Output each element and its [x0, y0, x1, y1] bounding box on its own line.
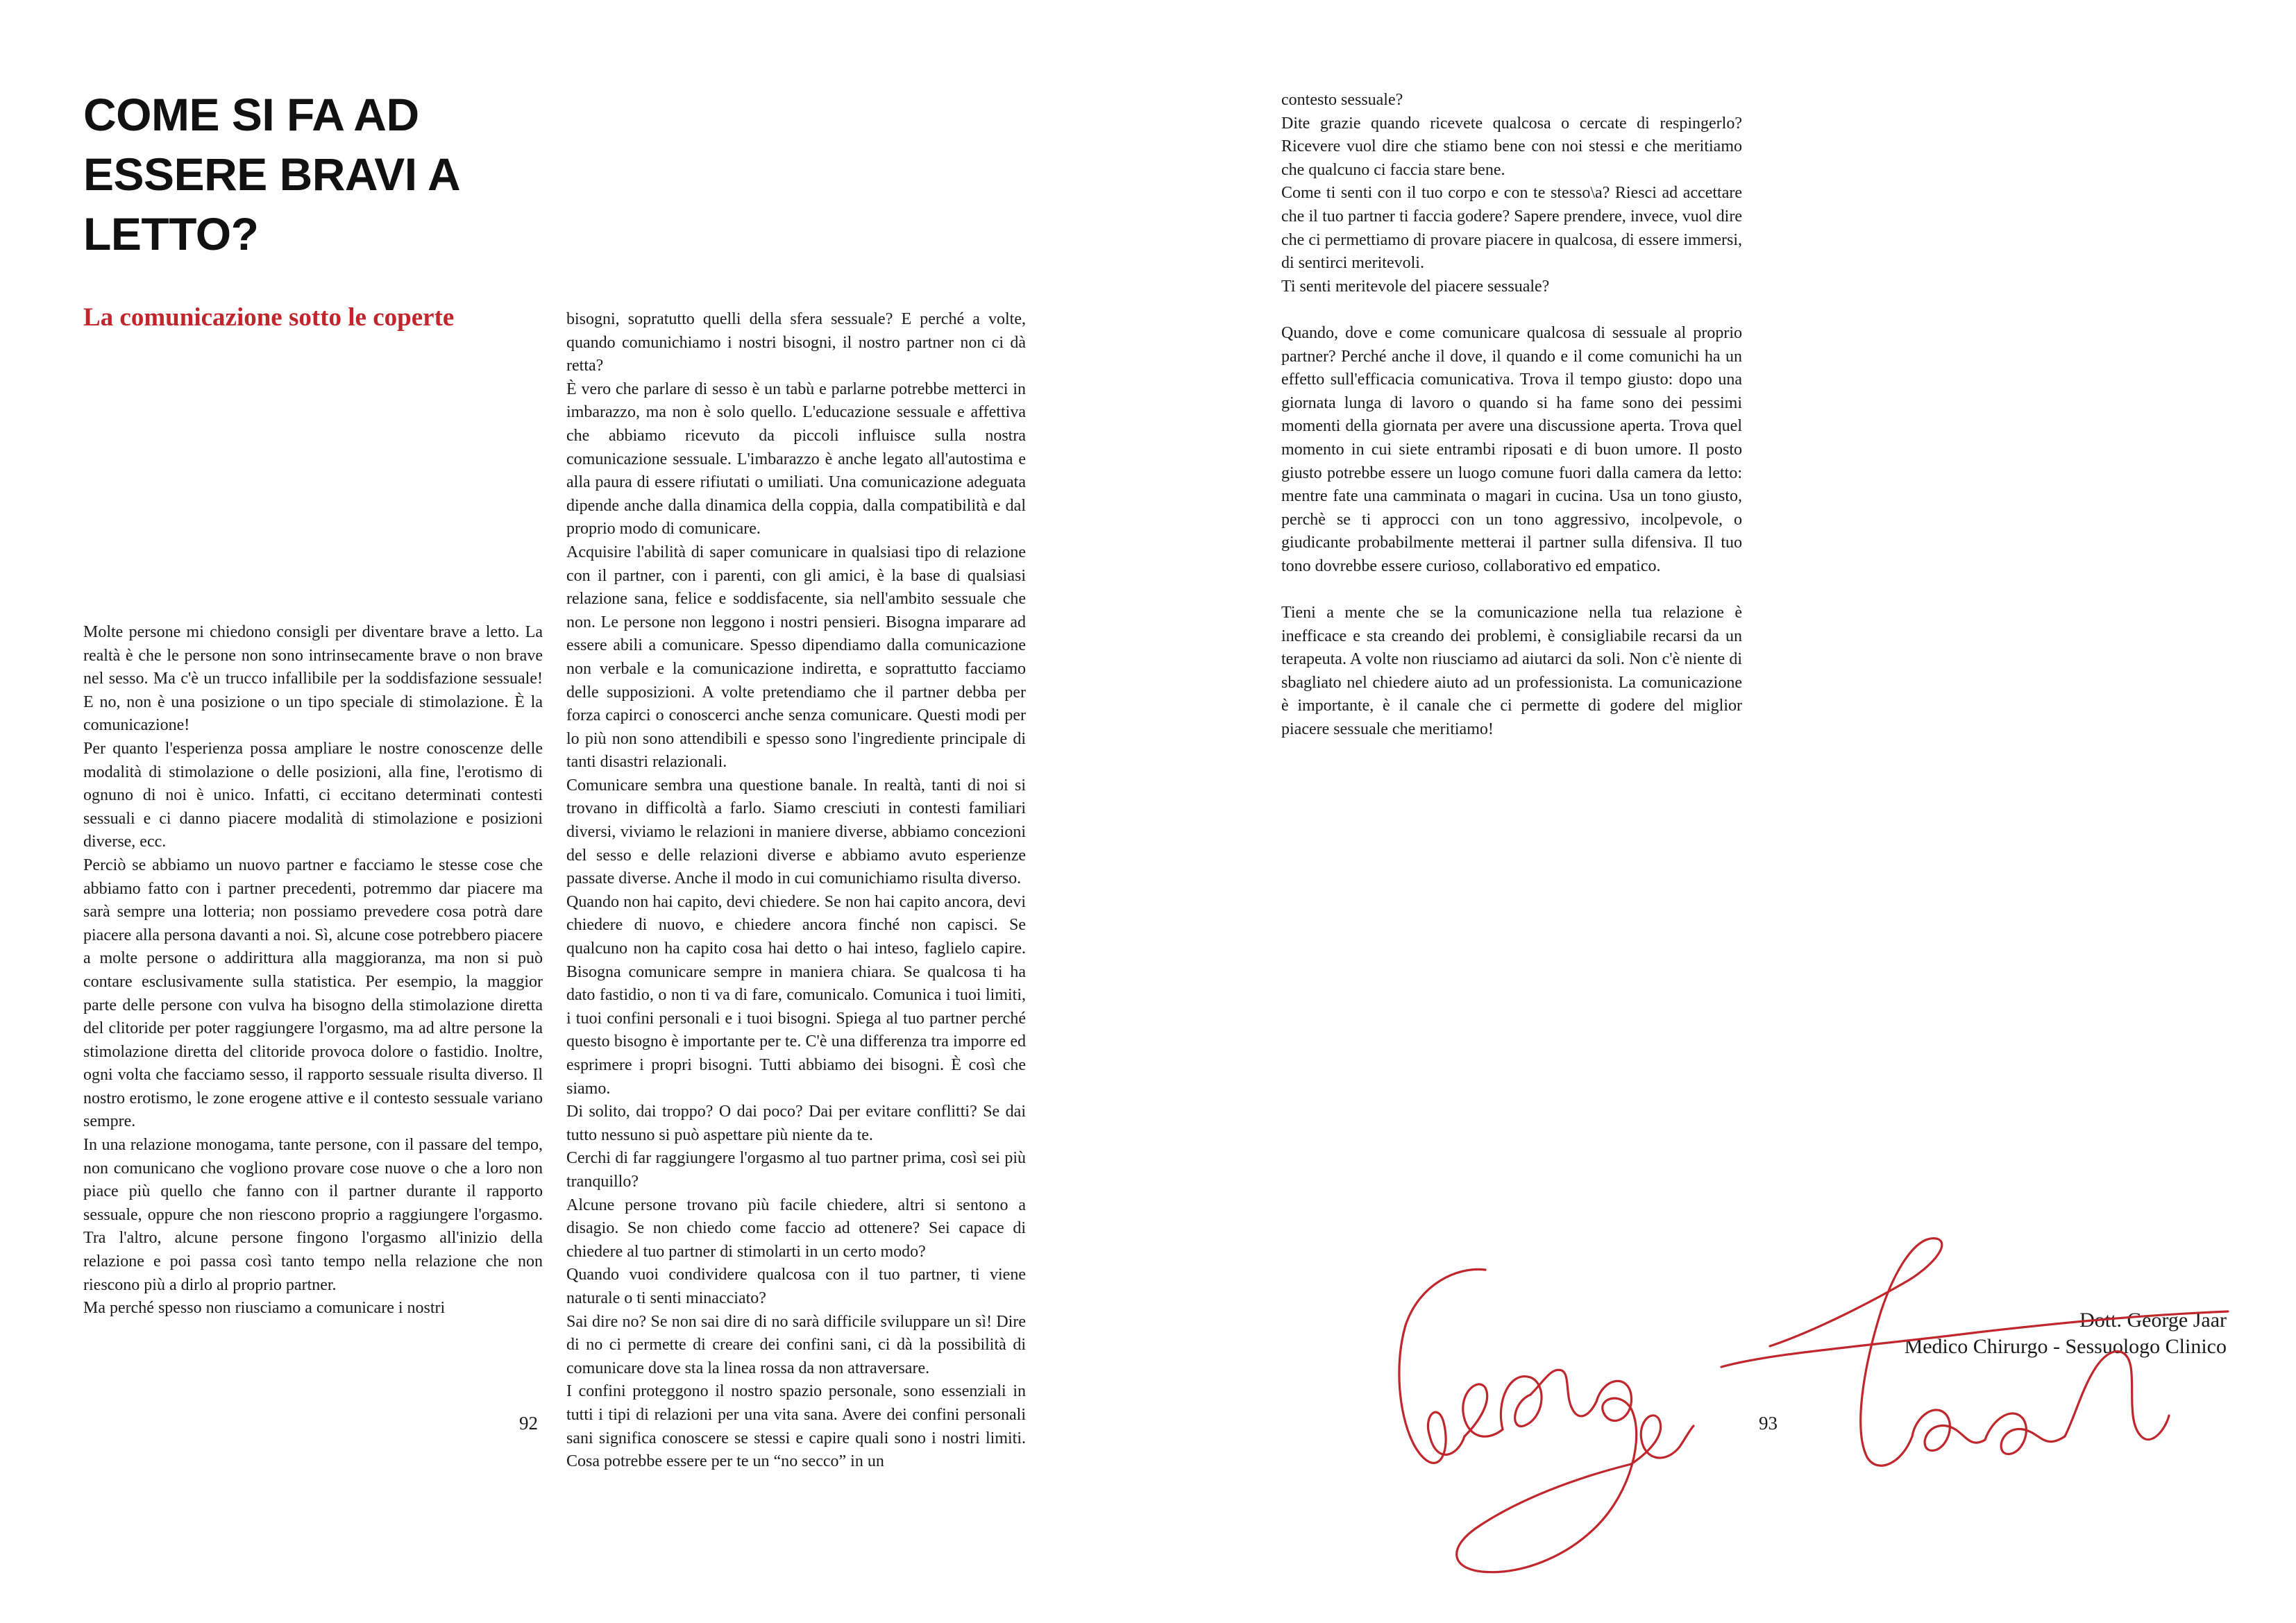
- body-paragraph: Dite grazie quando ricevete qualcosa o cercate di respingerlo? Ricevere vuol dire che stiamo bene con noi stessi e che meritiamo che qualcuno ci faccia stare bene.: [1281, 114, 1742, 179]
- body-paragraph: Per quanto l'esperienza possa ampliare le nostre conoscenze delle modalità di stimolazione o delle posizioni, alla fine, l'erotismo di ognuno di noi è unico. Infatti, ci eccitano determinati contesti sessuali e ci danno piacere modalità di stimolazione e posizioni diverse, ecc.: [83, 739, 543, 851]
- signature-stroke-o: [1501, 1377, 1542, 1429]
- body-paragraph: Comunicare sembra una questione banale. In realtà, tanti di noi si trovano in difficoltà a farlo. Siamo cresciuti in contesti familiari diversi, viviamo le relazioni in maniere diverse, abbiamo concezioni del sesso e delle relazioni diverse e abbiamo avuto esperienze passate diverse. Anche il modo in cui comunichiamo risulta diverso.: [566, 776, 1026, 888]
- body-paragraph: Quando, dove e come comunicare qualcosa di sessuale al proprio partner? Perché anche il dove, il quando e il come comunichi ha un effetto sull'efficacia comunicativa. Trova il tempo giusto: dopo una giornata lunga di lavoro o quando si ha fame sono dei pessimi momenti della giornata per avere una discussione aperta. Trova quel momento in cui siete entrambi riposati e di buon umore. Il posto giusto potrebbe essere un luogo comune fuori dalla camera da letto: mentre fate una camminata o magari in cucina. Usa un tono giusto, perchè se ti approcci con un tono aggressivo, incolpevole, o giudicante probabilmente metterai il partner sulla difensiva. Il tuo tono dovrebbe essere curioso, collaborativo ed empatico.: [1281, 323, 1742, 575]
- author-credit: [1905, 1307, 2227, 1360]
- body-paragraph: Acquisire l'abilità di saper comunicare in qualsiasi tipo di relazione con il partner, con i parenti, con gli amici, è la base di qualsiasi relazione sana, felice e soddisfacente, sia nell'ambito sessuale che non. Le persone non leggono i nostri pensieri. Bisogna imparare ad essere abili a comunicare. Spesso dipendiamo dalla comunicazione non verbale e la comunicazione indiretta, e soprattutto facciamo delle supposizioni. A volte pretendiamo che il partner debba per forza capirci o conoscerci anche senza comunicare. Questi modi per lo più non sono attendibili e spesso sono l'ingrediente principale di tanti disastri relazionali.: [566, 543, 1026, 772]
- author-role: Medico Chirurgo - Sessuologo Clinico: [1904, 1335, 2227, 1358]
- signature-stroke-a2: [1985, 1413, 2065, 1454]
- signature-stroke-a: [1912, 1410, 1985, 1451]
- body-paragraph: I confini proteggono il nostro spazio personale, sono essenziali in tutti i tipi di relazioni per una vita sana. Avere dei confini personali sani significa conoscere se stessi e capire quali sono i nostri limiti. Cosa potrebbe essere per te un “no secco” in un: [566, 1382, 1026, 1471]
- page-number-left: 92: [519, 1413, 538, 1434]
- signature-stroke-e: [1463, 1384, 1503, 1436]
- body-paragraph: È vero che parlare di sesso è un tabù e parlarne potrebbe metterci in imbarazzo, ma non è solo quello. L'educazione sessuale e affettiva che abbiamo ricevuto da piccoli influisce sulla nostra comunicazione sessuale. L'imbarazzo è anche legato all'autostima e alla paura di essere rifiutati o umiliati. Una comunicazione adeguata dipende anche dalla dinamica della coppia, dalla compatibilità e dal proprio modo di comunicare.: [566, 380, 1026, 538]
- body-paragraph: Perciò se abbiamo un nuovo partner e facciamo le stesse cose che abbiamo fatto con i partner precedenti, potremmo dar piacere ma sarà sempre una lotteria; non possiamo prevedere cosa potrà dare piacere alla persona davanti a noi. Sì, alcune cose potrebbero piacere a molte persone o addirittura alla maggioranza, ma non si può contare esclusivamente sulla statistica. Per esempio, la maggior parte delle persone con vulva ha bisogno della stimolazione diretta del clitoride per poter raggiungere l'orgasmo, ma ad altre persone la stimolazione diretta del clitoride provoca dolore o fastidio. Inoltre, ogni volta che facciamo sesso, il rapporto sessuale risulta diverso. Il nostro erotismo, le zone erogene attive e il contesto sessuale variano sempre.: [83, 856, 543, 1131]
- signature-stroke-e2: [1631, 1416, 1694, 1464]
- author-name: Dott. George Jaar: [2079, 1309, 2227, 1332]
- left-column-2: [566, 308, 1026, 1474]
- body-paragraph: Tieni a mente che se la comunicazione nella tua relazione è inefficace e sta creando dei problemi, è consigliabile recarsi da un terapeuta. A volte non riusciamo ad aiutarci da soli. Non c'è niente di sbagliato nel chiedere aiuto ad un professionista. La comunicazione è importante, è il canale che ci permette di godere del miglior piacere sessuale che meritiamo!: [1281, 604, 1742, 739]
- signature-strokes: [1399, 1239, 2228, 1572]
- body-paragraph: Quando vuoi condividere qualcosa con il tuo partner, ti viene naturale o ti senti minacciato?: [566, 1266, 1026, 1307]
- article-title: COME SI FA AD ESSERE BRAVI A LETTO?: [83, 89, 459, 260]
- left-column-1: [83, 621, 543, 1320]
- signature-stroke-r2: [2065, 1352, 2169, 1440]
- page-number-right: 93: [1759, 1413, 1778, 1434]
- signature-stroke-g2: [1457, 1381, 1637, 1572]
- body-paragraph: Sai dire no? Se non sai dire di no sarà difficile sviluppare un sì! Dire di no ci permette di creare dei confini sani, ci dà la possibilità di comunicare dove sta la linea rossa da non attraversare.: [566, 1312, 1026, 1377]
- body-paragraph: Ti senti meritevole del piacere sessuale?: [1281, 277, 1550, 296]
- body-paragraph: Cerchi di far raggiungere l'orgasmo al tuo partner prima, così sei più tranquillo?: [566, 1149, 1026, 1191]
- right-column: [1281, 89, 1742, 742]
- handwritten-signature: [1381, 1228, 2242, 1589]
- body-paragraph: In una relazione monogama, tante persone, con il passare del tempo, non comunicano che vogliono provare cose nuove o che a loro non piace più quello che fanno con il partner durante il rapporto sessuale, oppure che non riescono proprio a raggiungere l'orgasmo. Tra l'altro, alcune persone fingono l'orgasmo all'inizio della relazione e poi passa così tanto tempo nella relazione che non riescono più a dirlo al proprio partner.: [83, 1136, 543, 1294]
- body-paragraph: Come ti senti con il tuo corpo e con te stesso\a? Riesci ad accettare che il tuo partner ti faccia godere? Sapere prendere, invece, vuol dire che ci permettiamo di provare piacere in qualcosa, di essere immersi, di sentirci meritevoli.: [1281, 184, 1742, 273]
- body-paragraph: Quando non hai capito, devi chiedere. Se non hai capito ancora, devi chiedere di nuovo, e chiedere ancora finché non capisci. Se qualcuno non ha capito cosa hai detto o hai inteso, faglielo capire. Bisogna comunicare sempre in maniera chiara. Se qualcosa ti ha dato fastidio, o non ti va di fare, comunicalo. Comunica i tuoi limiti, i tuoi confini personali e i tuoi bisogni. Spiega al tuo partner perché questo bisogno è importante per te. C'è una differenza tra imporre ed esprimere i propri bisogni. Tutti abbiamo dei bisogni. È così che siamo.: [566, 892, 1026, 1098]
- signature-stroke-r: [1530, 1370, 1596, 1416]
- article-subtitle: La comunicazione sotto le coperte: [83, 303, 455, 332]
- body-paragraph: contesto sessuale?: [1281, 91, 1403, 109]
- body-paragraph: Ma perché spesso non riusciamo a comunicare i nostri: [83, 1299, 446, 1318]
- body-paragraph: Alcune persone trovano più facile chiedere, altri si sentono a disagio. Se non chiedo come faccio ad ottenere? Sei capace di chiedere al tuo partner di stimolarti in un certo modo?: [566, 1196, 1026, 1261]
- body-paragraph: Di solito, dai troppo? O dai poco? Dai per evitare conflitti? Se dai tutto nessuno si può aspettare più niente da te.: [566, 1103, 1026, 1144]
- body-paragraph: bisogni, sopratutto quelli della sfera sessuale? E perché a volte, quando comunichiamo i nostri bisogni, il nostro partner non ci dà retta?: [566, 310, 1026, 375]
- body-paragraph: Molte persone mi chiedono consigli per diventare brave a letto. La realtà è che le persone non sono intrinsecamente brave o non brave nel sesso. Ma c'è un trucco infallibile per la soddisfazione sessuale! E no, non è una posizione o un tipo speciale di stimolazione. È la comunicazione!: [83, 623, 543, 735]
- signature-stroke-g: [1399, 1269, 1485, 1463]
